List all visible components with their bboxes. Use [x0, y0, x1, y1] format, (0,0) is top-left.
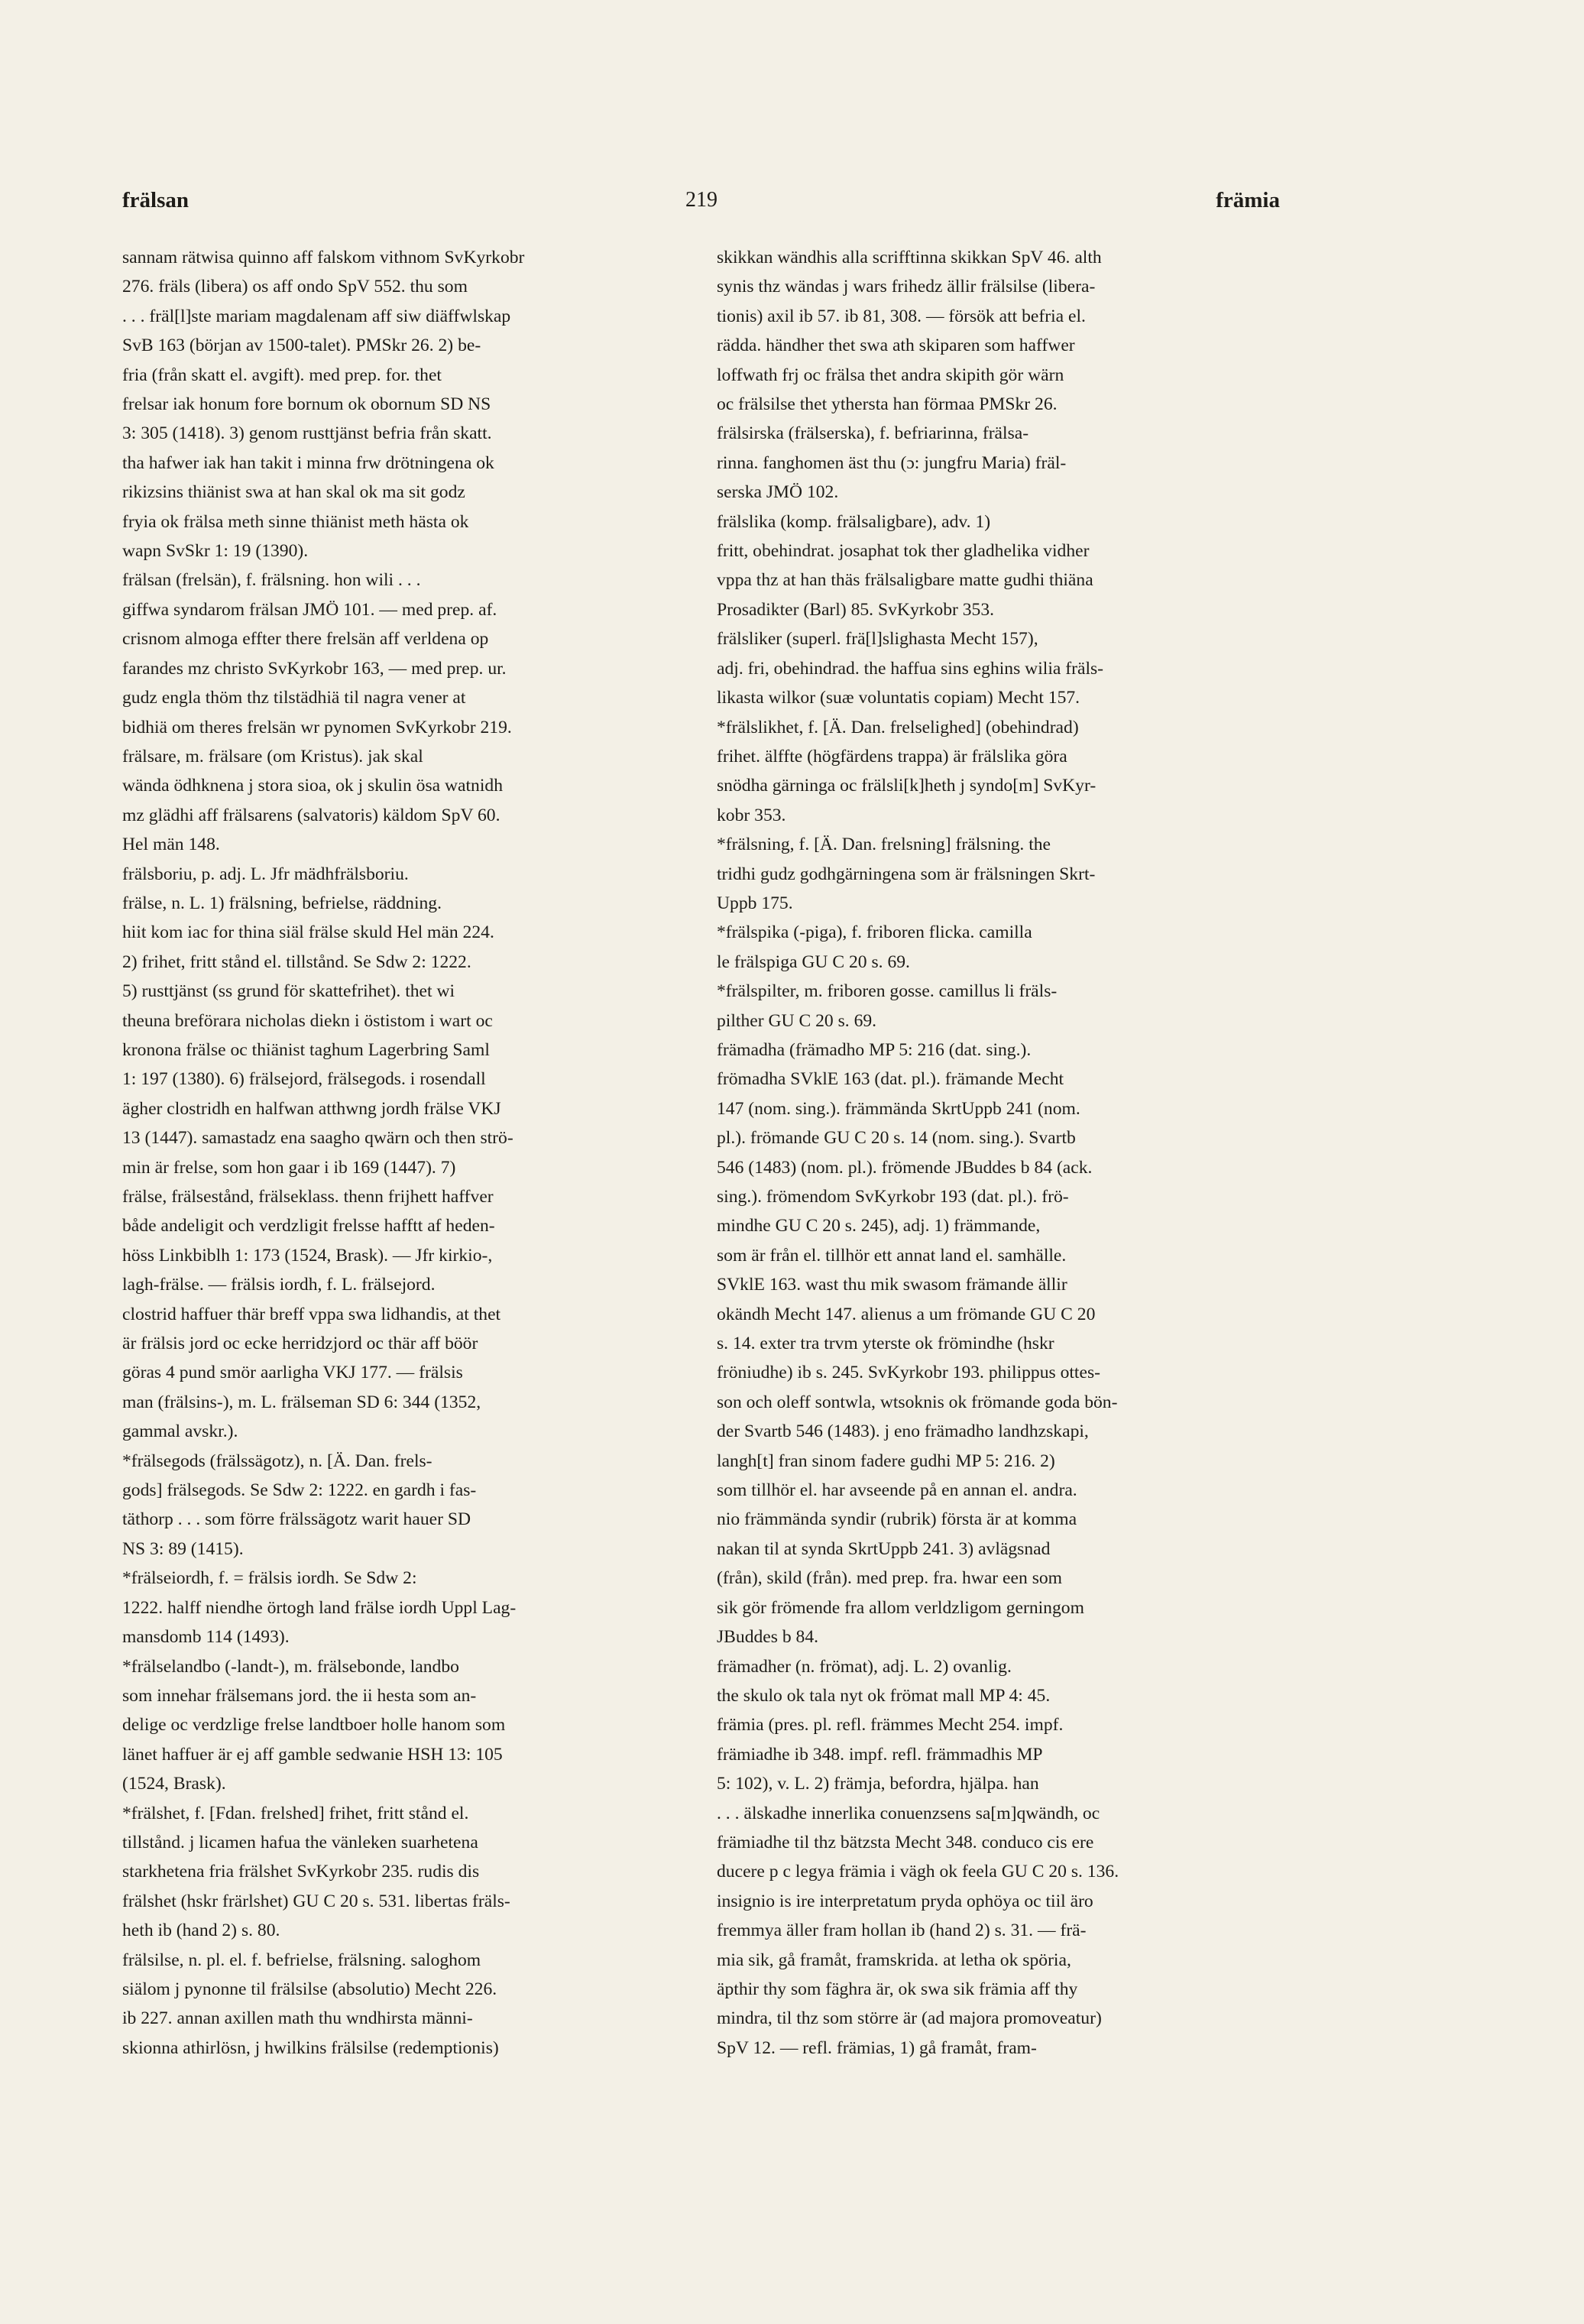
- right-column-line: okändh Mecht 147. alienus a um frömande GU C 20: [717, 1304, 1096, 1324]
- left-column-line: göras 4 pund smör aarligha VKJ 177. — frälsis: [122, 1363, 463, 1383]
- left-column-line: både andeligit och verdzligit frelsse hafftt af heden-: [122, 1216, 495, 1237]
- left-column-line: 1: 197 (1380). 6) frälsejord, frälsegods. i rosendall: [122, 1069, 486, 1090]
- right-column-line: kobr 353.: [717, 805, 786, 825]
- right-column-line: främadha (främadho MP 5: 216 (dat. sing.).: [717, 1039, 1032, 1060]
- header-left-headword: frälsan: [122, 188, 189, 212]
- running-header: [122, 188, 1280, 226]
- left-column-line: mansdomb 114 (1493).: [122, 1627, 290, 1648]
- right-column-line: langh[t] fran sinom fadere gudhi MP 5: 216. 2): [717, 1450, 1055, 1471]
- right-column-line: pl.). frömande GU C 20 s. 14 (nom. sing.). Svartb: [717, 1128, 1076, 1149]
- left-column-line: gudz engla thöm thz tilstädhiä til nagra vener at: [122, 688, 466, 708]
- left-column-line: höss Linkbiblh 1: 173 (1524, Brask). — Jfr kirkio-,: [122, 1245, 493, 1266]
- left-column-line: 13 (1447). samastadz ena saagho qwärn och then strö-: [122, 1128, 513, 1149]
- right-text-column: [717, 243, 1290, 2291]
- left-column-line: frelsar iak honum fore bornum ok obornum SD NS: [122, 394, 491, 415]
- right-column-line: frälslika (komp. frälsaligbare), adv. 1): [717, 511, 991, 532]
- left-column-line: gods] frälsegods. Se Sdw 2: 1222. en gardh i fas-: [122, 1480, 477, 1501]
- left-column-line: crisnom almoga effter there frelsän aff verldena op: [122, 629, 489, 650]
- left-column-line: lagh-frälse. — frälsis iordh, f. L. frälsejord.: [122, 1275, 436, 1295]
- right-column-line: 546 (1483) (nom. pl.). frömende JBuddes b 84 (ack.: [717, 1157, 1093, 1178]
- left-column-line: . . . fräl[l]ste mariam magdalenam aff siw diäffwlskap: [122, 306, 511, 326]
- right-column-line: the skulo ok tala nyt ok frömat mall MP 4: 45.: [717, 1685, 1051, 1706]
- right-column-line: serska JMÖ 102.: [717, 482, 839, 503]
- left-column-line: SvB 163 (början av 1500-talet). PMSkr 26. 2) be-: [122, 335, 481, 356]
- right-column-line: frälsirska (frälserska), f. befriarinna, frälsa-: [717, 423, 1029, 444]
- left-column-line: clostrid haffuer thär breff vppa swa lidhandis, at thet: [122, 1304, 501, 1324]
- right-column-line: mindra, til thz som större är (ad majora promoveatur): [717, 2008, 1102, 2029]
- right-column-line: fröniudhe) ib s. 245. SvKyrkobr 193. philippus ottes-: [717, 1363, 1100, 1383]
- right-column-line: frihet. älffte (högfärdens trappa) är frälslika göra: [717, 746, 1067, 767]
- left-column-line: 5) rusttjänst (ss grund för skattefrihet). thet wi: [122, 981, 455, 1002]
- right-column-line: JBuddes b 84.: [717, 1627, 819, 1648]
- right-column-line: rinna. fanghomen äst thu (ɔ: jungfru Maria) fräl-: [717, 452, 1067, 473]
- left-column-line: hiit kom iac for thina siäl frälse skuld Hel män 224.: [122, 922, 494, 943]
- left-column-line: *frälseiordh, f. = frälsis iordh. Se Sdw 2:: [122, 1568, 417, 1589]
- right-column-line: likasta wilkor (suæ voluntatis copiam) Mecht 157.: [717, 688, 1080, 708]
- right-column-line: insignio is ire interpretatum pryda ophöya oc tiil äro: [717, 1891, 1093, 1911]
- page-number: 219: [685, 188, 717, 212]
- right-column-line: ducere p c legya främia i vägh ok feela GU C 20 s. 136.: [717, 1862, 1119, 1882]
- left-column-line: delige oc verdzlige frelse landtboer holle hanom som: [122, 1715, 506, 1736]
- left-column-line: frälshet (hskr frärlshet) GU C 20 s. 531. libertas fräls-: [122, 1891, 510, 1911]
- right-column-line: främiadhe til thz bätzsta Mecht 348. conduco cis ere: [717, 1832, 1094, 1852]
- left-column-line: farandes mz christo SvKyrkobr 163, — med prep. ur.: [122, 658, 507, 679]
- left-column-line: Hel män 148.: [122, 835, 220, 855]
- right-column-line: pilther GU C 20 s. 69.: [717, 1010, 877, 1031]
- right-column-line: *frälslikhet, f. [Ä. Dan. frelselighed] (obehindrad): [717, 717, 1079, 737]
- right-column-line: främadher (n. frömat), adj. L. 2) ovanlig.: [717, 1656, 1012, 1677]
- left-column-line: wapn SvSkr 1: 19 (1390).: [122, 541, 309, 562]
- left-column-line: täthorp . . . som förre frälssägotz warit hauer SD: [122, 1509, 471, 1530]
- left-column-line: ib 227. annan axillen math thu wndhirsta männi-: [122, 2008, 473, 2029]
- right-column-line: synis thz wändas j wars frihedz ällir frälsilse (libera-: [717, 277, 1096, 297]
- left-column-line: frälsboriu, p. adj. L. Jfr mädhfrälsboriu.: [122, 864, 409, 884]
- left-column-line: giffwa syndarom frälsan JMÖ 101. — med prep. af.: [122, 599, 497, 620]
- left-column-line: som innehar frälsemans jord. the ii hesta som an-: [122, 1685, 477, 1706]
- right-column-line: mia sik, gå framåt, framskrida. at letha ok spöria,: [717, 1950, 1071, 1970]
- right-column-line: främia (pres. pl. refl. främmes Mecht 254. impf.: [717, 1715, 1064, 1736]
- right-column-line: Uppb 175.: [717, 893, 793, 913]
- left-column-line: siälom j pynonne til frälsilse (absolutio) Mecht 226.: [122, 1979, 497, 1999]
- right-column-line: 147 (nom. sing.). främmända SkrtUppb 241 (nom.: [717, 1098, 1080, 1119]
- left-column-line: frälse, frälsestånd, frälseklass. thenn frijhett haffver: [122, 1187, 494, 1207]
- left-column-line: NS 3: 89 (1415).: [122, 1538, 244, 1559]
- right-column-line: frömadha SVklE 163 (dat. pl.). främande Mecht: [717, 1069, 1064, 1090]
- left-column-line: sannam rätwisa quinno aff falskom vithnom SvKyrkobr: [122, 248, 525, 267]
- left-column-line: tha hafwer iak han takit i minna frw drötningena ok: [122, 452, 494, 473]
- right-column-line: (från), skild (från). med prep. fra. hwar een som: [717, 1568, 1063, 1589]
- right-column-line: fritt, obehindrat. josaphat tok ther gladhelika vidher: [717, 541, 1090, 562]
- right-column-line: snödha gärninga oc frälsli[k]heth j syndo[m] SvKyr-: [717, 776, 1096, 796]
- right-column-line: mindhe GU C 20 s. 245), adj. 1) främmande,: [717, 1216, 1041, 1237]
- right-column-line: äpthir thy som fäghra är, ok swa sik främia aff thy: [717, 1979, 1078, 1999]
- left-column-line: rikizsins thiänist swa at han skal ok ma sit godz: [122, 482, 465, 503]
- right-column-line: le frälspiga GU C 20 s. 69.: [717, 951, 910, 972]
- right-column-line: som är från el. tillhör ett annat land el. samhälle.: [717, 1245, 1067, 1266]
- right-column-line: s. 14. exter tra trvm yterste ok frömindhe (hskr: [717, 1334, 1054, 1354]
- left-column-line: frälsilse, n. pl. el. f. befrielse, frälsning. saloghom: [122, 1950, 481, 1970]
- right-column-line: rädda. händher thet swa ath skiparen som haffwer: [717, 335, 1075, 356]
- header-right-headword: främia: [1216, 188, 1280, 212]
- left-column-line: 1222. halff niendhe örtogh land frälse iordh Uppl Lag-: [122, 1597, 517, 1618]
- right-column-line: skikkan wändhis alla scrifftinna skikkan SpV 46. alth: [717, 248, 1102, 267]
- right-column-line: sing.). frömendom SvKyrkobr 193 (dat. pl.). frö-: [717, 1187, 1069, 1207]
- right-column-line: sik gör frömende fra allom verldzligom gerningom: [717, 1597, 1084, 1618]
- left-column-line: man (frälsins-), m. L. frälseman SD 6: 344 (1352,: [122, 1392, 481, 1412]
- left-column-line: *frälsegods (frälssägotz), n. [Ä. Dan. frels-: [122, 1450, 432, 1471]
- right-column-line: vppa thz at han thäs frälsaligbare matte gudhi thiäna: [717, 570, 1093, 591]
- right-column-line: loffwath frj oc frälsa thet andra skipith gör wärn: [717, 365, 1064, 385]
- left-column-line: gammal avskr.).: [122, 1421, 238, 1442]
- left-column-line: wända ödhknena j stora sioa, ok j skulin ösa watnidh: [122, 776, 504, 796]
- left-column-line: (1524, Brask).: [122, 1774, 226, 1794]
- left-column-line: heth ib (hand 2) s. 80.: [122, 1920, 280, 1941]
- left-column-line: länet haffuer är ej aff gamble sedwanie HSH 13: 105: [122, 1744, 503, 1765]
- left-column-line: är frälsis jord oc ecke herridzjord oc thär aff böör: [122, 1334, 478, 1354]
- right-column-line: främiadhe ib 348. impf. refl. främmadhis MP: [717, 1744, 1043, 1765]
- left-column-line: 276. fräls (libera) os aff ondo SpV 552. thu som: [122, 277, 468, 297]
- right-column-line: *frälsning, f. [Ä. Dan. frelsning] frälsning. the: [717, 835, 1051, 855]
- left-column-line: fria (från skatt el. avgift). med prep. for. thet: [122, 365, 442, 385]
- left-column-line: frälsan (frelsän), f. frälsning. hon wili . . .: [122, 570, 421, 591]
- right-column-line: *frälspilter, m. friboren gosse. camillus li fräls-: [717, 981, 1058, 1002]
- left-column-line: *frälselandbo (-landt-), m. frälsebonde, landbo: [122, 1656, 459, 1677]
- right-column-line: som tillhör el. har avseende på en annan el. andra.: [717, 1480, 1077, 1501]
- left-column-line: starkhetena fria frälshet SvKyrkobr 235. rudis dis: [122, 1862, 480, 1882]
- right-column-line: adj. fri, obehindrad. the haffua sins eghins wilia fräls-: [717, 658, 1104, 679]
- left-column-line: min är frelse, som hon gaar i ib 169 (1447). 7): [122, 1157, 456, 1178]
- left-column-line: frälse, n. L. 1) frälsning, befrielse, räddning.: [122, 893, 442, 913]
- right-column-line: tridhi gudz godhgärningena som är frälsningen Skrt-: [717, 864, 1096, 884]
- left-column-line: tillstånd. j licamen hafua the vänleken suarhetena: [122, 1832, 478, 1852]
- right-column-line: son och oleff sontwla, wtsoknis ok frömande goda bön-: [717, 1392, 1118, 1412]
- left-column-line: 3: 305 (1418). 3) genom rusttjänst befria från skatt.: [122, 423, 492, 444]
- right-column-line: Prosadikter (Barl) 85. SvKyrkobr 353.: [717, 599, 995, 620]
- right-column-line: oc frälsilse thet ythersta han förmaa PMSkr 26.: [717, 394, 1058, 415]
- right-column-line: *frälspika (-piga), f. friboren flicka. camilla: [717, 922, 1032, 943]
- right-column-line: fremmya äller fram hollan ib (hand 2) s. 31. — frä-: [717, 1920, 1087, 1941]
- right-column-line: tionis) axil ib 57. ib 81, 308. — försök att befria el.: [717, 306, 1086, 326]
- left-column-line: skionna athirlösn, j hwilkins frälsilse (redemptionis): [122, 2037, 499, 2058]
- left-column-line: fryia ok frälsa meth sinne thiänist meth hästa ok: [122, 511, 469, 532]
- right-column-line: frälsliker (superl. frä[l]slighasta Mecht 157),: [717, 629, 1038, 650]
- right-column-line: SpV 12. — refl. främias, 1) gå framåt, fram-: [717, 2037, 1037, 2058]
- left-column-line: theuna breförara nicholas diekn i östistom i wart oc: [122, 1010, 493, 1031]
- right-column-line: . . . älskadhe innerlika conuenzsens sa[m]qwändh, oc: [717, 1803, 1100, 1823]
- left-column-line: kronona frälse oc thiänist taghum Lagerbring Saml: [122, 1039, 490, 1060]
- left-column-line: 2) frihet, fritt stånd el. tillstånd. Se Sdw 2: 1222.: [122, 951, 471, 972]
- left-column-line: bidhiä om theres frelsän wr pynomen SvKyrkobr 219.: [122, 717, 512, 737]
- left-text-column: [122, 243, 695, 2291]
- right-column-line: der Svartb 546 (1483). j eno främadho landhzskapi,: [717, 1421, 1089, 1442]
- right-column-line: 5: 102), v. L. 2) främja, befordra, hjälpa. han: [717, 1774, 1039, 1794]
- left-column-line: *frälshet, f. [Fdan. frelshed] frihet, fritt stånd el.: [122, 1803, 469, 1823]
- right-column-line: nio främmända syndir (rubrik) första är at komma: [717, 1509, 1077, 1530]
- left-column-line: mz glädhi aff frälsarens (salvatoris) käldom SpV 60.: [122, 805, 500, 825]
- left-column-line: frälsare, m. frälsare (om Kristus). jak skal: [122, 746, 423, 767]
- left-column-line: ägher clostridh en halfwan atthwng jordh frälse VKJ: [122, 1098, 501, 1119]
- right-column-line: SVklE 163. wast thu mik swasom främande ällir: [717, 1275, 1067, 1295]
- right-column-line: nakan til at synda SkrtUppb 241. 3) avlägsnad: [717, 1538, 1051, 1559]
